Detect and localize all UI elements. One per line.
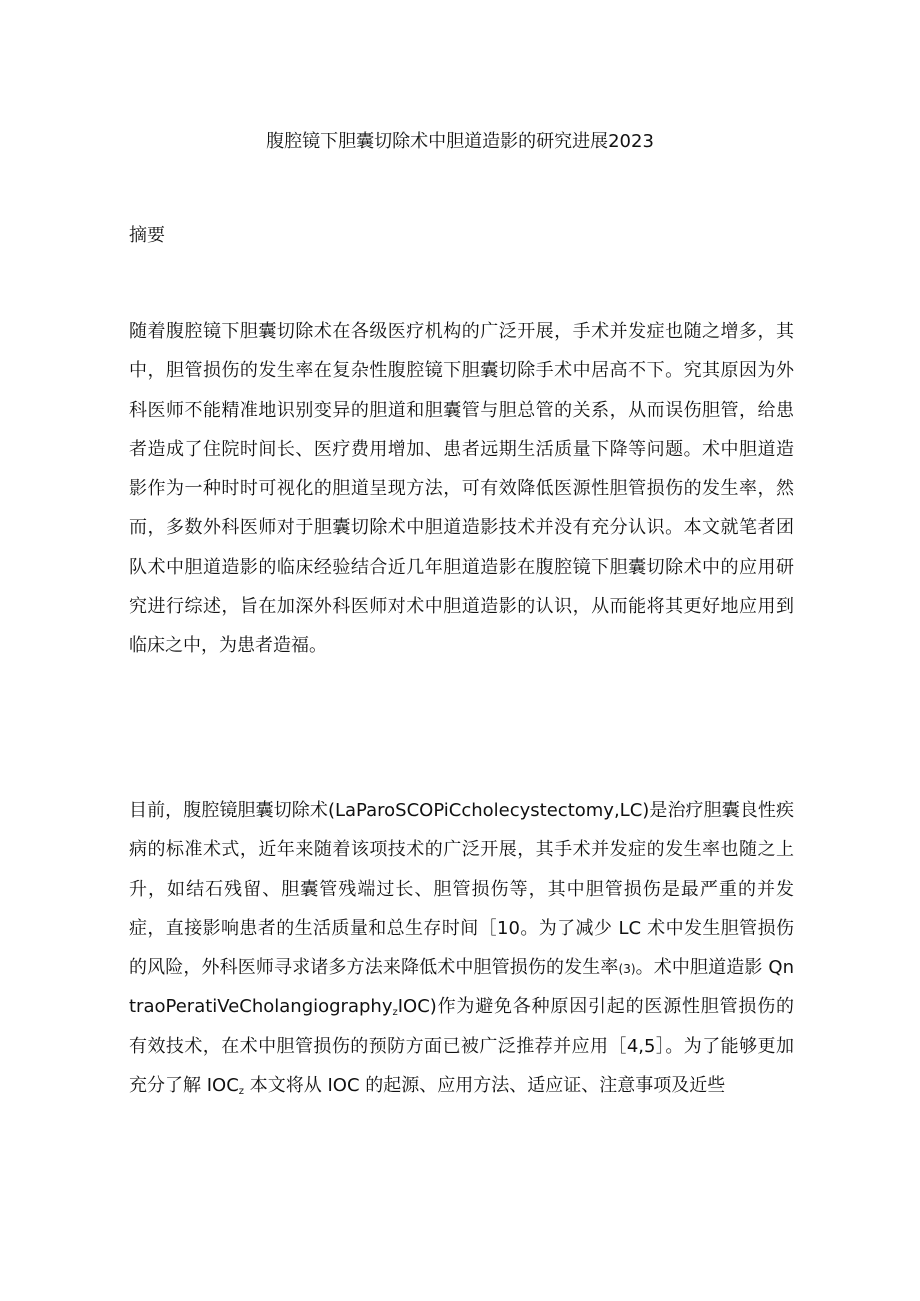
intro-text-part-1: 目前，腹腔镜胆囊切除术(LaParoSCOPiCcholecystectomy,LC)是治疗胆囊良性疾病的标准术式，近年来随着该项技术的广泛开展，其手术并发症的发生率也随之上升，如结石残留、胆囊管残端过长、胆管损伤等，其中胆管损伤是最严重的并发症，直接影响患者的生活质量和总生存时间［10。为了减少 LC 术中发生胆管损伤的风险，外科医师寻求诸多方法来降低术中胆管损伤的发生率 bbox=[129, 800, 794, 979]
abstract-heading: 摘要 bbox=[129, 225, 165, 246]
citation-marker: (3) bbox=[618, 962, 636, 977]
intro-text-part-2: 。术中胆道造影 QntraoPeratiVeCholangiography bbox=[129, 957, 794, 1018]
intro-text-part-4: 本文将从 IOC 的起源、应用方法、适应证、注意事项及近些 bbox=[244, 1075, 726, 1097]
subscript-mark: z bbox=[392, 1007, 398, 1019]
document-title: 腹腔镜下胆囊切除术中胆道造影的研究进展2023 bbox=[266, 131, 654, 152]
intro-text-part-3: IOC)作为避免各种原因引起的医源性胆管损伤的有效技术，在术中胆管损伤的预防方面已被广泛推荐并应用［4,5］。为了能够更加充分了解 IOC bbox=[129, 996, 794, 1097]
abstract-paragraph: 随着腹腔镜下胆囊切除术在各级医疗机构的广泛开展，手术并发症也随之增多，其中，胆管损伤的发生率在复杂性腹腔镜下胆囊切除手术中居高不下。究其原因为外科医师不能精准地识别变异的胆道和胆囊管与胆总管的关系，从而误伤胆管，给患者造成了住院时间长、医疗费用增加、患者远期生活质量下降等问题。术中胆道造影作为一种时时可视化的胆道呈现方法，可有效降低医源性胆管损伤的发生率，然而，多数外科医师对于胆囊切除术中胆道造影技术并没有充分认识。本文就笔者团队术中胆道造影的临床经验结合近几年胆道造影在腹腔镜下胆囊切除术中的应用研究进行综述，旨在加深外科医师对术中胆道造影的认识，从而能将其更好地应用到临床之中，为患者造福。 bbox=[129, 321, 794, 657]
subscript-mark: z bbox=[238, 1086, 245, 1098]
intro-paragraph bbox=[129, 791, 794, 1105]
